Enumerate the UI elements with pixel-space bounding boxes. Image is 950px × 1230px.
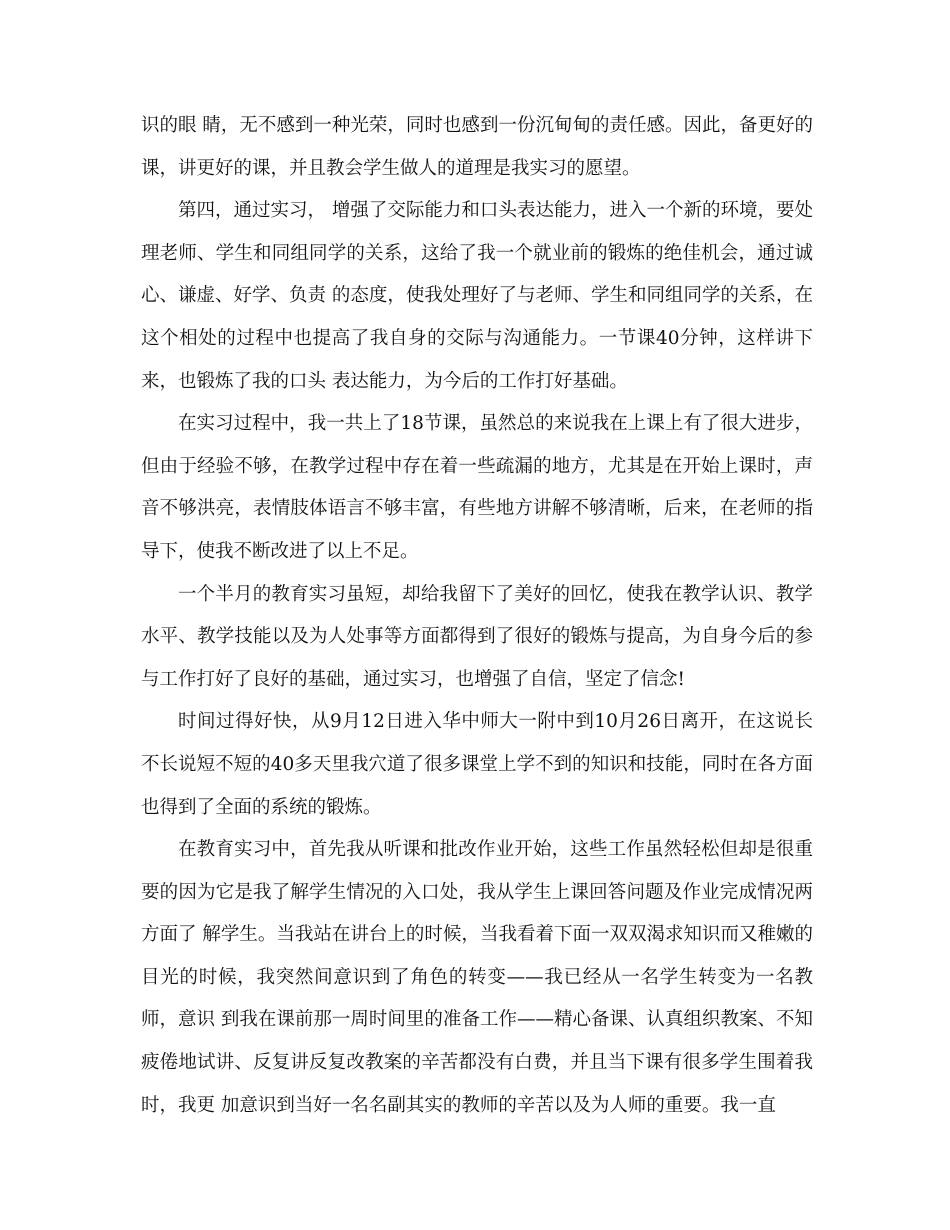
body-text: [141, 105, 813, 1127]
paragraph-internship-memories: 一个半月的教育实习虽短，却给我留下了美好的回忆，使我在教学认识、教学水平、教学技能以及为人处事等方面都得到了很好的锻炼与提高，为自身今后的参与工作打好了良好的基础，通过实习，也增强了自信，坚定了信念!: [141, 583, 813, 690]
paragraph-time-period: 时间过得好快，从9月12日进入华中师大一附中到10月26日离开，在这说长不长说短不短的40多天里我穴道了很多课堂上学不到的知识和技能，同时在各方面也得到了全面的系统的锻炼。: [141, 711, 813, 818]
paragraph-communication-skills: 第四，通过实习， 增强了交际能力和口头表达能力，进入一个新的环境，要处理老师、学生和同组同学的关系，这给了我一个就业前的锻炼的绝佳机会，通过诚心、谦虚、好学、负责 的态度，使我处理好了与老师、学生和同组同学的关系，在这个相处的过程中也提高了我自身的交际与沟通能力。一节课40分钟，这样讲下来，也锻炼了我的口头 表达能力，为今后的工作打好基础。: [141, 200, 813, 392]
paragraph-teaching-practice: 在教育实习中，首先我从听课和批改作业开始，这些工作虽然轻松但却是很重要的因为它是我了解学生情况的入口处，我从学生上课回答问题及作业完成情况两方面了 解学生。当我站在讲台上的时候，当我看着下面一双双渴求知识而又稚嫩的目光的时候，我突然间意识到了角色的转变——我已经从一名学生转变为一名教师，意识 到我在课前那一周时间里的准备工作——精心备课、认真组织教案、不知疲倦地试讲、反复讲反复改教案的辛苦都没有白费，并且当下课有很多学生围着我时，我更 加意识到当好一名名副其实的教师的辛苦以及为人师的重要。我一直: [141, 839, 813, 1116]
paragraph-lessons-taught: 在实习过程中，我一共上了18节课，虽然总的来说我在上课上有了很大进步，但由于经验不够，在教学过程中存在着一些疏漏的地方，尤其是在开始上课时，声音不够洪亮，表情肢体语言不够丰富，有些地方讲解不够清晰，后来，在老师的指导下，使我不断改进了以上不足。: [141, 413, 813, 562]
paragraph-continued: 识的眼 睛，无不感到一种光荣，同时也感到一份沉甸甸的责任感。因此，备更好的课，讲更好的课，并且教会学生做人的道理是我实习的愿望。: [141, 115, 813, 179]
